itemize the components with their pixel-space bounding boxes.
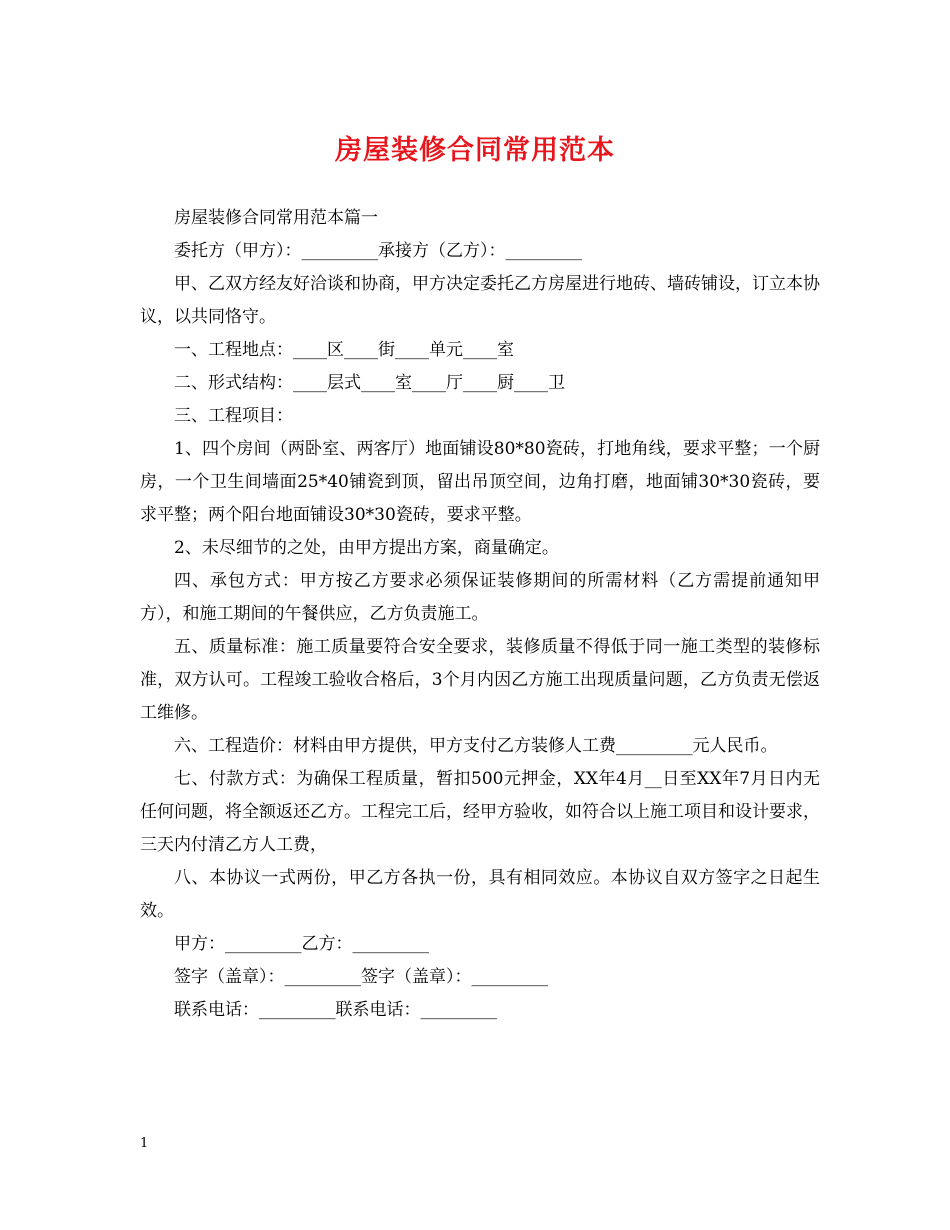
- page-number: 1: [140, 1136, 149, 1151]
- paragraph-quality-standard: 五、质量标准：施工质量要符合安全要求，装修质量不得低于同一施工类型的装修标准，双方认可。工程竣工验收合格后，3个月内因乙方施工出现质量问题，乙方负责无偿返工维修。: [140, 637, 820, 723]
- paragraph-party-signatures: 甲方：_________乙方：_________: [174, 934, 429, 954]
- document-body: [140, 202, 820, 1027]
- document-title: 房屋装修合同常用范本: [335, 135, 615, 166]
- paragraph-payment: 七、付款方式：为确保工程质量，暂扣500元押金，XX年4月__日至XX年7月日内无任何问题，将全额返还乙方。工程完工后，经甲方验收，如符合以上施工项目和设计要求，三天内付清乙方人工费，: [140, 769, 820, 855]
- paragraph-structure: 二、形式结构：____层式____室____厅____厨____卫: [174, 373, 565, 393]
- paragraph-seal-signatures: 签字（盖章）：_________签字（盖章）：_________: [174, 967, 548, 987]
- paragraph-cost: 六、工程造价：材料由甲方提供，甲方支付乙方装修人工费_________元人民币。: [174, 736, 778, 756]
- paragraph-copies: 八、本协议一式两份，甲乙方各执一份，具有相同效应。本协议自双方签字之日起生效。: [140, 868, 820, 921]
- paragraph-contact-phones: 联系电话：_________联系电话：_________: [174, 1000, 497, 1020]
- paragraph-location: 一、工程地点：____区____街____单元____室: [174, 340, 514, 360]
- paragraph-section-heading: 房屋装修合同常用范本篇一: [174, 208, 378, 228]
- paragraph-contracting-method: 四、承包方式：甲方按乙方要求必须保证装修期间的所需材料（乙方需提前通知甲方），和施工期间的午餐供应，乙方负责施工。: [140, 571, 820, 624]
- paragraph-item-2: 2、未尽细节的之处，由甲方提出方案，商量确定。: [174, 538, 559, 558]
- paragraph-items-heading: 三、工程项目：: [174, 406, 293, 426]
- paragraph-preamble: 甲、乙双方经友好洽谈和协商，甲方决定委托乙方房屋进行地砖、墙砖铺设，订立本协议，以共同恪守。: [140, 274, 820, 327]
- paragraph-item-1: 1、四个房间（两卧室、两客厅）地面铺设80*80瓷砖，打地角线，要求平整；一个厨房，一个卫生间墙面25*40铺瓷到顶，留出吊顶空间，边角打磨，地面铺30*30瓷砖，要求平整；两个阳台地面铺设30*30瓷砖，要求平整。: [140, 439, 820, 525]
- paragraph-parties: 委托方（甲方）：_________承接方（乙方）：_________: [174, 241, 582, 261]
